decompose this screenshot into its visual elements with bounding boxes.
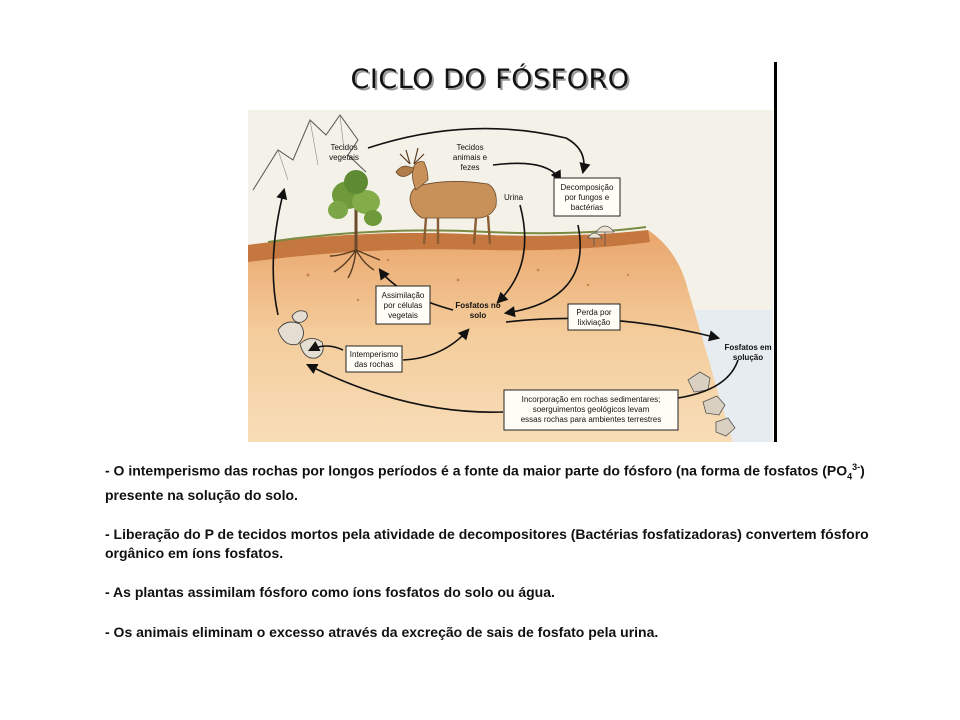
svg-text:Tecidos: Tecidos (330, 143, 358, 152)
svg-text:soerguimentos geológicos levam: soerguimentos geológicos levam (532, 405, 650, 414)
box-assimilacao (376, 286, 430, 324)
page-title: CICLO DO FÓSFORO (350, 64, 630, 95)
bullet-intemperismo: - O intemperismo das rochas por longos períodos é a fonte da maior parte do fósforo (na forma de fosfatos $(PO_4^{3-})$ presente na solução do solo. (105, 462, 865, 503)
svg-text:vegetais: vegetais (388, 311, 418, 320)
svg-text:Perda por: Perda por (576, 308, 612, 317)
svg-text:vegetais: vegetais (329, 153, 359, 162)
label-urina: Urina (504, 193, 524, 202)
svg-text:solução: solução (732, 353, 764, 362)
bullet-plantas: - As plantas assimilam fósforo como íons fosfatos do solo ou água. (105, 584, 555, 601)
svg-text:das rochas: das rochas (354, 360, 394, 369)
svg-text:Assimilação: Assimilação (381, 291, 425, 300)
svg-text:Tecidos: Tecidos (456, 143, 484, 152)
svg-text:Decomposição: Decomposição (560, 183, 614, 192)
phosphorus-cycle-diagram (248, 110, 773, 442)
bullet-animais: - Os animais eliminam o excesso através da excreção de sais de fosfato pela urina. (105, 623, 659, 640)
bullet-list (105, 458, 875, 662)
box-incorporacao (504, 390, 678, 430)
svg-text:animais e: animais e (452, 153, 488, 162)
svg-text:solo: solo (469, 311, 487, 320)
svg-text:Intemperismo: Intemperismo (349, 350, 399, 359)
vertical-divider (774, 62, 777, 442)
svg-text:por fungos e: por fungos e (564, 193, 610, 202)
box-decomposicao (554, 178, 620, 216)
svg-text:por células: por células (383, 301, 423, 310)
svg-text:fezes: fezes (460, 163, 480, 172)
svg-text:Fosfatos em: Fosfatos em (724, 343, 772, 352)
label-tecidos-vegetais (329, 143, 359, 162)
box-intemperismo (346, 346, 402, 372)
svg-text:Incorporação em rochas sedimen: Incorporação em rochas sedimentares; (521, 395, 661, 404)
box-perda-lixiviacao (568, 304, 620, 330)
svg-text:essas rochas para ambientes te: essas rochas para ambientes terrestres (520, 415, 662, 424)
svg-text:Fosfatos no: Fosfatos no (455, 301, 501, 310)
bullet-decompositores: - Liberação do P de tecidos mortos pela atividade de decompositores (Bactérias fosfatizadoras) convertem fósforo orgânico em íons fosfatos. (105, 526, 869, 561)
svg-text:bactérias: bactérias (570, 203, 604, 212)
svg-text:lixiviação: lixiviação (577, 318, 611, 327)
